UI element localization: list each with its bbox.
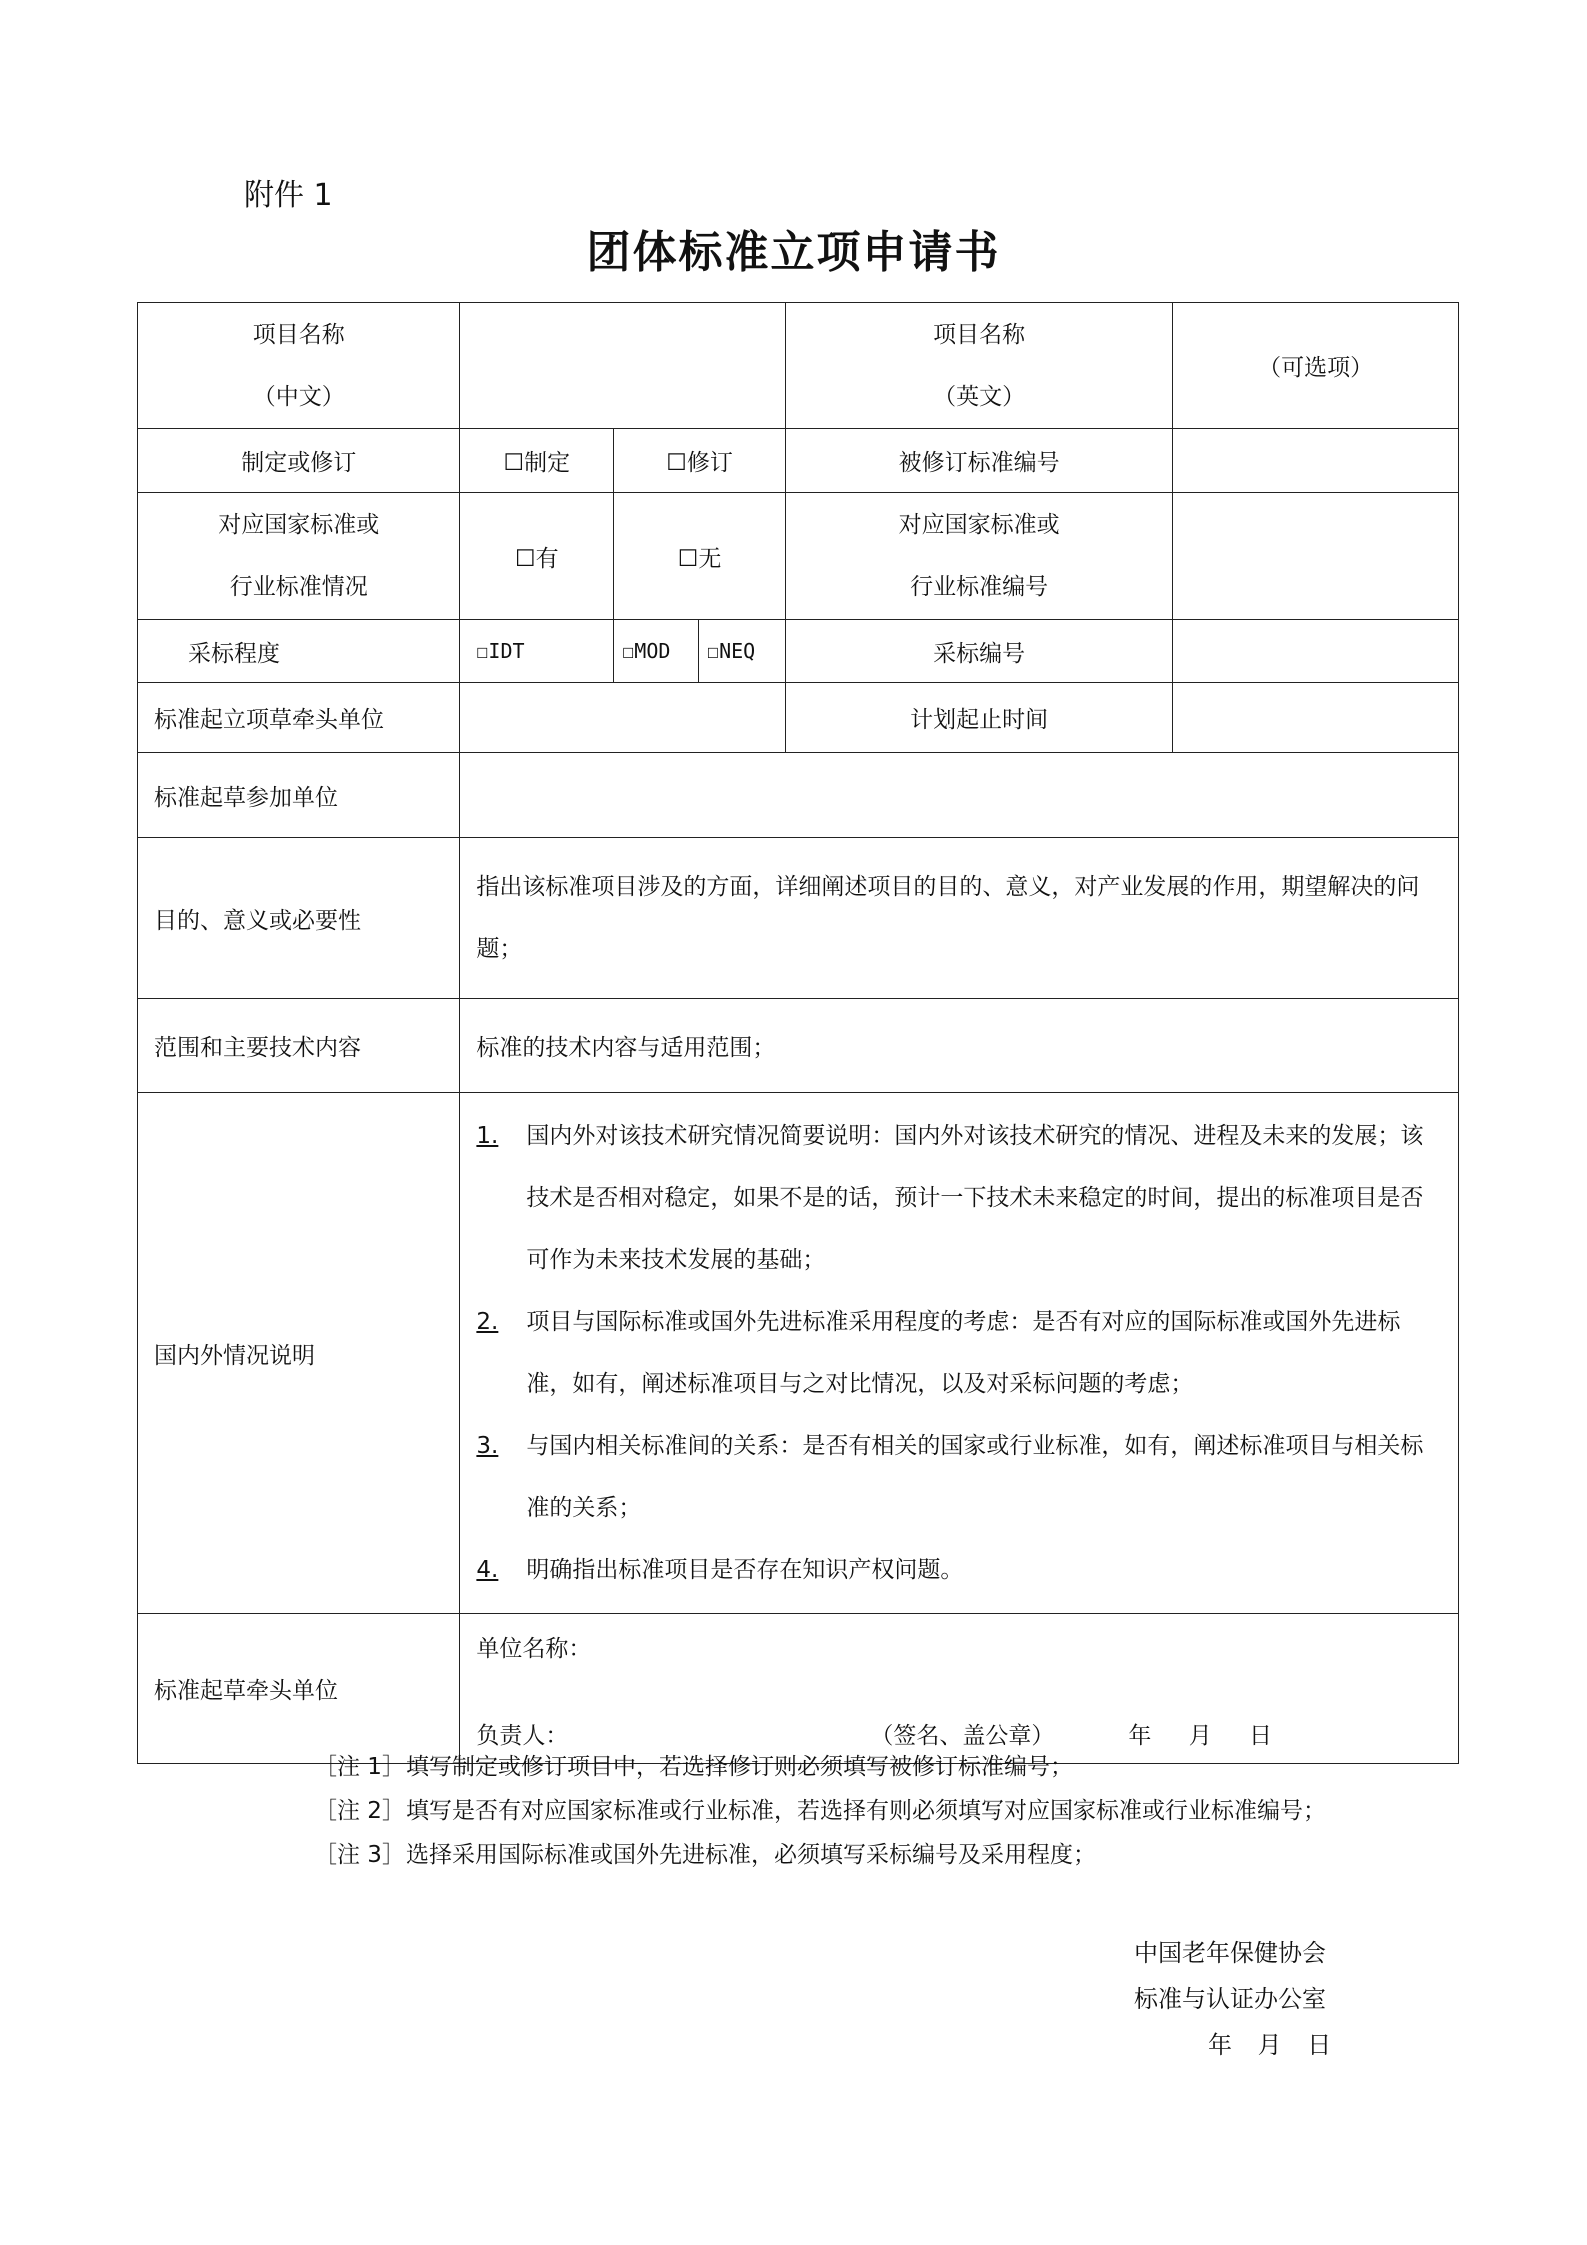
intl-item-number: 1.	[476, 1123, 499, 1149]
table-row	[138, 753, 1459, 838]
table-row	[138, 999, 1459, 1093]
signature-cell[interactable]	[460, 1614, 1459, 1764]
intl-item-number: 4.	[476, 1557, 499, 1583]
table-row	[138, 429, 1459, 493]
national-std-label-line1: 对应国家标准或	[218, 512, 380, 538]
revise-checkbox[interactable]: ☐修订	[614, 429, 786, 493]
national-std-no-label-cell	[785, 493, 1172, 620]
table-row	[138, 620, 1459, 683]
name-cn-label-cell	[138, 303, 460, 429]
intl-item-number: 3.	[476, 1433, 499, 1459]
intl-content[interactable]	[460, 1093, 1459, 1614]
purpose-text[interactable]: 指出该标准项目涉及的方面，详细阐述项目的目的、意义，对产业发展的作用，期望解决的问题；	[460, 838, 1459, 999]
sign-date-label: 年 月 日	[1128, 1723, 1273, 1749]
name-en-label-cell	[785, 303, 1172, 429]
footer-office: 标准与认证办公室	[1134, 1985, 1326, 2013]
application-form-table	[137, 302, 1459, 1764]
none-checkbox[interactable]: ☐无	[614, 493, 786, 620]
name-cn-input-cell[interactable]	[460, 303, 786, 429]
note-item	[314, 1833, 1326, 1877]
scope-text[interactable]: 标准的技术内容与适用范围；	[460, 999, 1459, 1093]
national-std-no-input[interactable]	[1173, 493, 1459, 620]
participants-input[interactable]	[460, 753, 1459, 838]
note-text: 填写制定或修订项目中，若选择修订则必须填写被修订标准编号；	[406, 1754, 1073, 1780]
purpose-label: 目的、意义或必要性	[138, 838, 460, 999]
national-std-no-label-line2: 行业标准编号	[910, 574, 1049, 600]
adoption-label: 采标程度	[138, 620, 460, 683]
neq-checkbox[interactable]: ☐NEQ	[699, 620, 786, 683]
intl-label: 国内外情况说明	[138, 1093, 460, 1614]
intl-item-text: 明确指出标准项目是否存在知识产权问题。	[526, 1557, 964, 1583]
table-row	[138, 683, 1459, 753]
adoption-no-label: 采标编号	[785, 620, 1172, 683]
revised-std-no-input[interactable]	[1173, 429, 1459, 493]
intl-item-text: 与国内相关标准间的关系：是否有相关的国家或行业标准，如有，阐述标准项目与相关标准的关系；	[526, 1433, 1424, 1521]
intl-item	[476, 1415, 1444, 1539]
attachment-label: 附件 1	[244, 178, 333, 213]
note-tag: ［注 3］	[314, 1842, 405, 1868]
mod-checkbox[interactable]: ☐MOD	[614, 620, 699, 683]
table-row	[138, 838, 1459, 999]
national-std-no-label-line1: 对应国家标准或	[898, 512, 1060, 538]
name-cn-label-line1: 项目名称	[252, 321, 345, 348]
table-row	[138, 493, 1459, 620]
participants-label: 标准起草参加单位	[138, 753, 460, 838]
intl-item-number: 2.	[476, 1309, 499, 1335]
unit-name-label: 单位名称：	[476, 1636, 592, 1662]
page-title: 团体标准立项申请书	[586, 227, 1001, 278]
adoption-no-input[interactable]	[1173, 620, 1459, 683]
intl-item	[476, 1539, 1444, 1601]
scope-label: 范围和主要技术内容	[138, 999, 460, 1093]
lead-unit-label: 标准起立项草牵头单位	[138, 683, 460, 753]
revised-std-no-label: 被修订标准编号	[785, 429, 1172, 493]
name-en-label-line2: （英文）	[933, 383, 1026, 410]
note-text: 填写是否有对应国家标准或行业标准，若选择有则必须填写对应国家标准或行业标准编号；	[406, 1798, 1326, 1824]
schedule-label: 计划起止时间	[785, 683, 1172, 753]
note-tag: ［注 1］	[314, 1754, 405, 1780]
name-en-optional-hint: （可选项）	[1258, 355, 1374, 381]
notes-section	[314, 1745, 1326, 1877]
idt-checkbox[interactable]: ☐IDT	[460, 620, 614, 683]
intl-item-text: 项目与国际标准或国外先进标准采用程度的考虑：是否有对应的国际标准或国外先进标准，如有，阐述标准项目与之对比情况，以及对采标问题的考虑；	[526, 1309, 1401, 1397]
has-checkbox[interactable]: ☐有	[460, 493, 614, 620]
table-row	[138, 1093, 1459, 1614]
national-std-label-cell	[138, 493, 460, 620]
schedule-input[interactable]	[1173, 683, 1459, 753]
note-text: 选择采用国际标准或国外先进标准，必须填写采标编号及采用程度；	[406, 1842, 1096, 1868]
note-item	[314, 1745, 1326, 1789]
name-cn-label-line2: （中文）	[252, 383, 345, 410]
name-en-input-cell[interactable]	[1173, 303, 1459, 429]
lead-unit-input[interactable]	[460, 683, 786, 753]
formulate-label: 制定或修订	[138, 429, 460, 493]
footer-date: 年 月 日	[1208, 2031, 1332, 2059]
draft-lead-label: 标准起草牵头单位	[138, 1614, 460, 1764]
formulate-checkbox[interactable]: ☐制定	[460, 429, 614, 493]
intl-item-text: 国内外对该技术研究情况简要说明：国内外对该技术研究的情况、进程及未来的发展；该技术是否相对稳定，如果不是的话，预计一下技术未来稳定的时间，提出的标准项目是否可作为未来技术发展的基础；	[526, 1123, 1424, 1273]
intl-item	[476, 1105, 1444, 1291]
name-en-label-line1: 项目名称	[933, 321, 1026, 348]
note-item	[314, 1789, 1326, 1833]
national-std-label-line2: 行业标准情况	[229, 574, 368, 600]
table-row	[138, 303, 1459, 429]
seal-label: （签名、盖公章）	[870, 1723, 1055, 1749]
footer-org: 中国老年保健协会	[1134, 1939, 1326, 1967]
responsible-label: 负责人：	[476, 1723, 569, 1749]
intl-item	[476, 1291, 1444, 1415]
note-tag: ［注 2］	[314, 1798, 405, 1824]
table-row	[138, 1614, 1459, 1764]
